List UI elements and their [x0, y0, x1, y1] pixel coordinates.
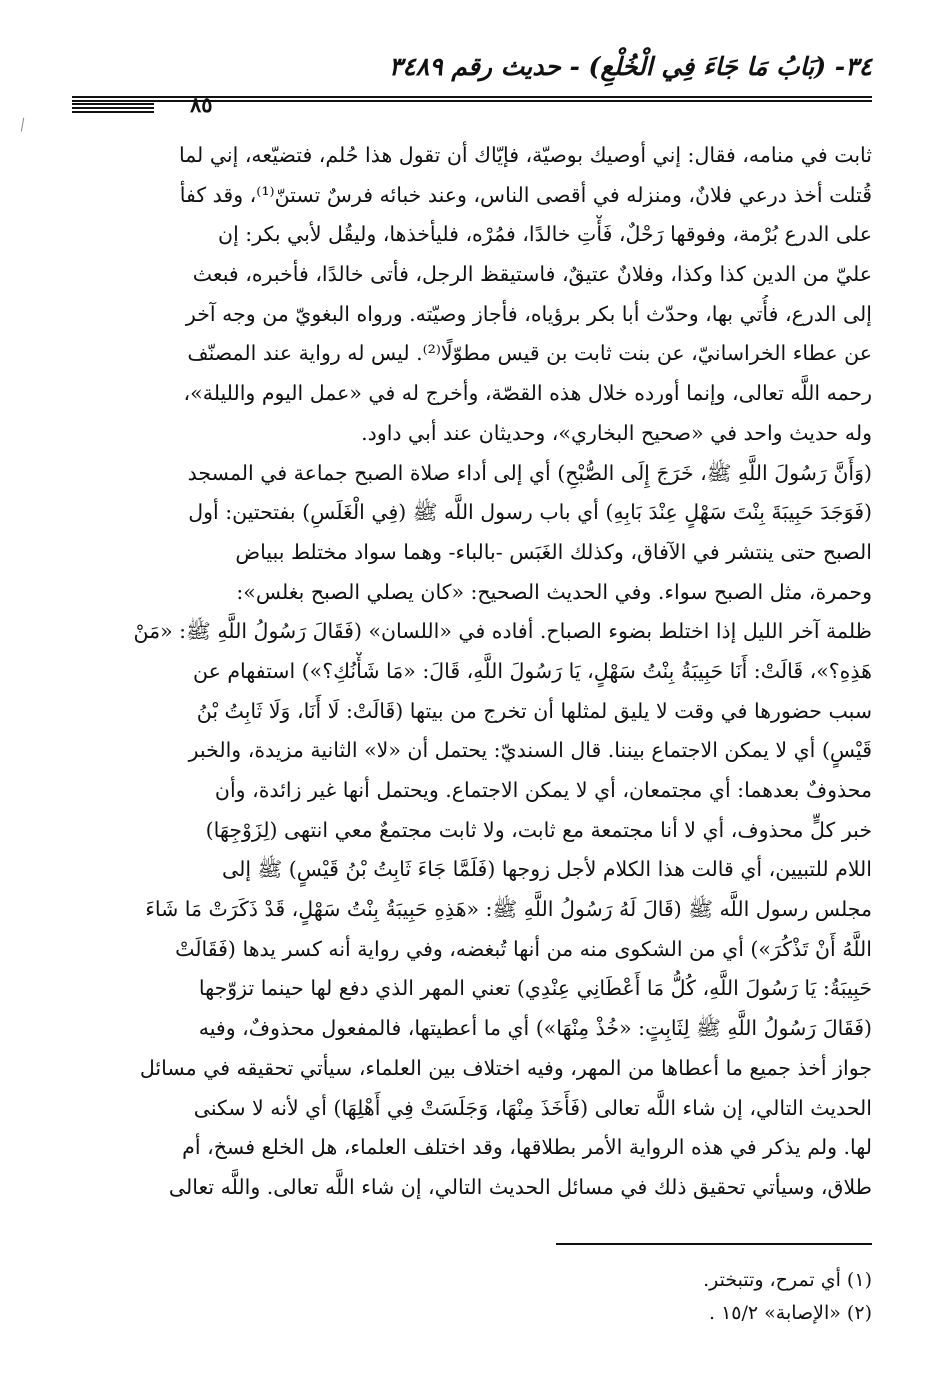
ornament-rule	[72, 107, 154, 109]
footnote: (٢) «الإصابة» ١٥/٢ .	[708, 1302, 872, 1324]
text-line: (فَوَجَدَ حَبِيبَةَ بِنْتَ سَهْلٍ عِنْدَ بَابِهِ) أي باب رسول اللَّه ﷺ (فِي الْغَلَسِ) بفتحتين: أول	[188, 500, 872, 525]
text-line: لها. ولم يذكر في هذه الرواية الأمر بطلاقها، وقد اختلف العلماء، هل الخلع فسخ، أم	[182, 1135, 872, 1160]
text-line: إلى الدرع، فأُتي بها، وحدّث أبا بكر برؤياه، فأجاز وصيّته. ورواه البغويّ من وجه آخر	[185, 301, 872, 326]
page-number: ٨٥	[190, 92, 213, 117]
text-line: ثابت في منامه، فقال: إني أوصيك بوصيّة، فإيّاك أن تقول هذا حُلم، فتضيّعه، إني لما	[178, 143, 872, 167]
text-line: على الدرع بُرْمة، وفوقها رَحْلٌ، فَأْتِ خالدًا، فمُرْه، فليأخذها، وليقُل لأبي بكر: إن	[218, 222, 872, 247]
text-line: حَبِيبَةُ: يَا رَسُولَ اللَّهِ، كُلُّ مَا أَعْطَانِي عِنْدِي) تعني المهر الذي دفع لها حينما تزوّجها	[198, 976, 872, 1001]
text-line: طلاق، وسيأتي تحقيق ذلك في مسائل الحديث التالي، إن شاء اللَّه تعالى. واللَّه تعالى	[168, 1174, 872, 1199]
text-line: سبب حضورها في وقت لا يليق لمثلها أن تخرج من بيتها (قَالَتْ: لَا أَنَا، وَلَا ثَابِتُ بْنُ	[196, 698, 872, 723]
text-line: اللَّهُ أَنْ تَذْكُرَ») أي من الشكوى منه من أنها تُبغضه، وفي رواية أنه كسر يدها (فَقَالَتْ	[175, 936, 872, 961]
text-line: وله حديث واحد في «صحيح البخاري»، وحديثان عند أبي داود.	[361, 420, 872, 445]
text-line: عليّ من الدين كذا وكذا، وفلانٌ عتيقٌ، فاستيقظ الرجل، فأتى خالدًا، فأخبره، فبعث	[192, 262, 872, 287]
footnotes	[500, 1264, 872, 1330]
margin-mark	[21, 118, 28, 133]
text-line: محذوفٌ بعدهما: أي مجتمعان، أي لا يمكن الاجتماع. ويحتمل أنها غير زائدة، وأن	[214, 778, 872, 802]
text-line: خبر كلٍّ محذوف، أي لا أنا مجتمعة مع ثابت، ولا ثابت مجتمعٌ معي انتهى (لِزَوْجِهَا)	[205, 817, 872, 842]
text-line: اللام للتبيين، أي قالت هذا الكلام لأجل زوجها (فَلَمَّا جَاءَ ثَابِتُ بْنُ قَيْسٍ) ﷺ إلى	[221, 857, 872, 882]
text-line: قَيْسٍ) أي لا يمكن الاجتماع بيننا. قال السنديّ: يحتمل أن «لا» الثانية مزيدة، والخبر	[188, 738, 872, 763]
footnote-separator	[556, 1243, 872, 1245]
text-line: ظلمة آخر الليل إذا اختلط بضوء الصباح. أفاده في «اللسان» (فَقَالَ رَسُولُ اللَّهِ ﷺ: «مَنْ	[133, 619, 872, 644]
ornament-rule	[72, 111, 154, 113]
text-line: الحديث التالي، إن شاء اللَّه تعالى (فَأَخَذَ مِنْهَا، وَجَلَسَتْ فِي أَهْلِهَا) أي لأنه لا سكنى	[193, 1095, 872, 1120]
footnote: (١) أي تمرح، وتتبختر.	[703, 1269, 872, 1291]
text-line: الصبح حتى ينتشر في الآفاق، وكذلك الغَبَس -بالباء- وهما سواد مختلط ببياض	[235, 539, 872, 564]
text-line: عن عطاء الخراسانيّ، عن بنت ثابت بن قيس مطوّلًا⁽²⁾. ليس له رواية عند المصنّف	[187, 341, 872, 366]
text-line: وحمرة، مثل الصبح سواء. وفي الحديث الصحيح: «كان يصلي الصبح بغلس»:	[236, 579, 872, 604]
text-line: رحمه اللَّه تعالى، وإنما أورده خلال هذه القصّة، وأخرج له في «عمل اليوم والليلة»،	[183, 381, 872, 406]
text-line: جواز أخذ جميع ما أعطاها من المهر، وفيه اختلاف بين العلماء، سيأتي تحقيقه في مسائل	[139, 1055, 872, 1080]
running-header	[72, 52, 872, 96]
body-text	[72, 136, 872, 1208]
text-line: (وَأَنَّ رَسُولَ اللَّهِ ﷺ، خَرَجَ إِلَى الصُّبْحِ) أي إلى أداء صلاة الصبح جماعة في المسجد	[187, 460, 872, 485]
text-line: قُتلت أخذ درعي فلانٌ، ومنزله في أقصى الناس، وعند خبائه فرسٌ تستنّ⁽¹⁾، وقد كفأ	[179, 182, 872, 207]
text-line: هَذِهِ؟»، قَالَتْ: أَنَا حَبِيبَةُ بِنْتُ سَهْلٍ، يَا رَسُولَ اللَّهِ، قَالَ: «مَا شَأْنُكِ؟») استفهام عن	[193, 658, 872, 683]
ornament-rule	[72, 103, 154, 105]
text-line: (فَقَالَ رَسُولُ اللَّهِ ﷺ لِثَابِتٍ: «خُذْ مِنْهَا») أي ما أعطيتها، فالمفعول محذوفٌ، وفيه	[198, 1016, 872, 1041]
chapter-heading: ٣٤- (بَابُ مَا جَاءَ فِي الْخُلْعِ) - حديث رقم ٣٤٨٩	[388, 52, 872, 81]
text-line: مجلس رسول اللَّه ﷺ (قَالَ لَهُ رَسُولُ اللَّهِ ﷺ: «هَذِهِ حَبِيبَةُ بِنْتُ سَهْلٍ، قَدْ ذَكَرَتْ مَا شَاءَ	[145, 897, 872, 922]
